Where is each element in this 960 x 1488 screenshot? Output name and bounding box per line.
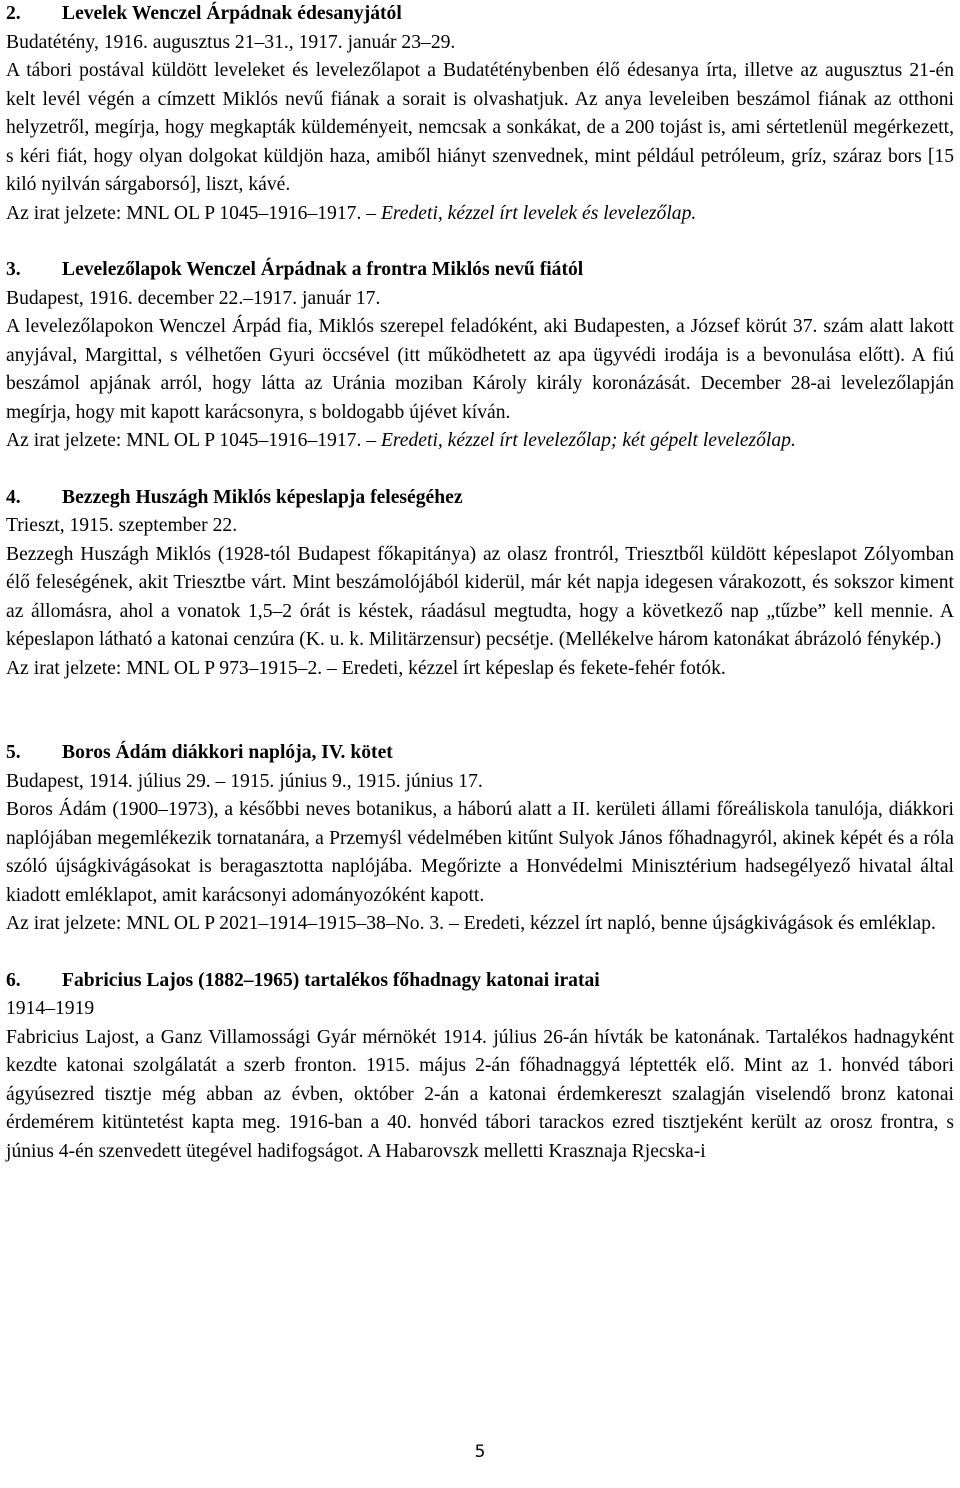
entry-heading	[6, 484, 954, 513]
entry-reference: Az irat jelzete: MNL OL P 973–1915–2. – Eredeti, kézzel írt képeslap és fekete-fehér fotók.	[6, 657, 726, 679]
entry-heading	[6, 739, 954, 768]
entry-number: 5.	[6, 742, 21, 763]
entry-5	[6, 739, 954, 939]
reference-note: Eredeti, kézzel írt képeslap és fekete-fehér fotók.	[341, 657, 726, 679]
entry-number: 4.	[6, 486, 21, 508]
document-page	[6, 0, 954, 1166]
entry-number: 6.	[6, 969, 21, 991]
entry-description: Boros Ádám (1900–1973), a későbbi neves botanikus, a háború alatt a II. kerületi állami főreáliskola tanulója, diákkori naplójában megemlékezik tornatanára, a Przemyśl védelmében kitűnt Sulyok János főhadnagyról, akinek képét és a róla szóló újságkivágásokat is beragasztotta naplójába. Megőrizte a Honvédelmi Minisztérium hadsegélyező hivatal által kiadott emléklapot, amit karácsonyi adományozóként kapott.	[6, 799, 954, 906]
entry-4	[6, 484, 954, 684]
page-number: 5	[474, 1442, 486, 1462]
entry-date: Trieszt, 1915. szeptember 22.	[6, 515, 238, 536]
entry-title: Levelek Wenczel Árpádnak édesanyjától	[62, 3, 402, 24]
entry-6	[6, 967, 954, 1167]
entry-reference: Az irat jelzete: MNL OL P 2021–1914–1915–38–No. 3. – Eredeti, kézzel írt napló, benne újságkivágások és emléklap.	[6, 913, 936, 934]
entry-description: Fabricius Lajost, a Ganz Villamossági Gyár mérnökét 1914. július 26-án hívták be katonának. Tartalékos hadnagyként kezdte katonai szolgálatát a szerb fronton. 1915. május 2-án főhadnaggyá léptették elő. Mint az 1. honvéd tábori ágyúsezred tisztje még abban az évben, október 2-án a katonai érdemkereszt szalagján viselendő bronz katonai érdemérem kitüntetést kapta meg. 1916-ban a 40. honvéd tábori tarackos ezred tisztjeként került az orosz frontra, s június 4-én szenvedett ütegével hadifogságot. A Habarovszk melletti Krasznaja Rjecska-i	[6, 1026, 954, 1162]
entry-description: A levelezőlapokon Wenczel Árpád fia, Miklós szerepel feladóként, aki Budapesten, a József körút 37. szám alatt lakott anyjával, Margittal, s vélhetően Gyuri öccsével (itt működhetett az apa ügyvédi irodája is a bevonulása előtt). A fiú beszámol apjának arról, hogy látta az Uránia moziban Károly király koronázását. December 28-ai levelezőlapján megírja, hogy mit kapott karácsonyra, s boldogabb újévet kíván.	[6, 316, 954, 423]
entry-description: A tábori postával küldött leveleket és levelezőlapot a Budatéténybenben élő édesanya írta, illetve az augusztus 21-én kelt levél végén a címzett Miklós nevű fiának a sorait is olvashatjuk. Az anya leveleiben beszámol fiának az otthoni helyzetről, megírja, hogy megkapták küldeményeit, nemcsak a sonkákat, de a 200 tojást is, ami sértetlenül megérkezett, s kéri fiát, hogy olyan dolgokat küldjön haza, amiből hiányt szenvednek, mint például petróleum, gríz, száraz bors [15 kiló nyilván sárgaborsó], liszt, kávé.	[6, 60, 954, 195]
reference-note: Eredeti, kézzel írt napló, benne újságkivágások és emléklap.	[463, 913, 936, 934]
entry-number: 2.	[6, 3, 21, 24]
reference-code: Az irat jelzete: MNL OL P 2021–1914–1915–38–No. 3.	[6, 913, 445, 934]
reference-code: Az irat jelzete: MNL OL P 1045–1916–1917.	[6, 430, 362, 451]
entry-heading	[6, 967, 954, 996]
entry-title: Levelezőlapok Wenczel Árpádnak a frontra Miklós nevű fiától	[62, 259, 584, 280]
reference-code: Az irat jelzete: MNL OL P 973–1915–2.	[6, 657, 323, 679]
entry-title: Fabricius Lajos (1882–1965) tartalékos főhadnagy katonai iratai	[62, 969, 600, 991]
entry-reference: Az irat jelzete: MNL OL P 1045–1916–1917. – Eredeti, kézzel írt levelezőlap; két gépelt levelezőlap.	[6, 430, 796, 451]
entry-2	[6, 0, 954, 228]
entry-heading	[6, 256, 954, 285]
entry-heading	[6, 0, 954, 29]
entry-3	[6, 256, 954, 456]
entry-date: 1914–1919	[6, 998, 95, 1019]
entry-date: Budapest, 1916. december 22.–1917. január 17.	[6, 287, 381, 309]
entry-date: Budapest, 1914. július 29. – 1915. június 9., 1915. június 17.	[6, 770, 483, 792]
reference-note: Eredeti, kézzel írt levelezőlap; két gépelt levelezőlap.	[380, 430, 796, 451]
entry-reference: Az irat jelzete: MNL OL P 1045–1916–1917. – Eredeti, kézzel írt levelek és levelezőlap.	[6, 202, 697, 224]
entry-number: 3.	[6, 259, 21, 280]
reference-note: Eredeti, kézzel írt levelek és levelezőlap.	[380, 202, 697, 224]
entry-title: Boros Ádám diákkori naplója, IV. kötet	[62, 742, 393, 763]
reference-code: Az irat jelzete: MNL OL P 1045–1916–1917.	[6, 202, 362, 224]
entry-description: Bezzegh Huszágh Miklós (1928-tól Budapest főkapitánya) az olasz frontról, Triesztből küldött képeslapot Zólyomban élő feleségének, akit Triesztbe várt. Mint beszámolójából kiderül, már két napja idegesen várakozott, és sokszor kiment az állomásra, ahol a vonatok 1,5–2 órát is késtek, ráadásul megtudta, hogy a következő nap „tűzbe” kell mennie. A képeslapon látható a katonai cenzúra (K. u. k. Militärzensur) pecsétje. (Mellékelve három katonákat ábrázoló fénykép.)	[6, 543, 954, 650]
entry-title: Bezzegh Huszágh Miklós képeslapja feleségéhez	[62, 486, 463, 508]
entry-date: Budatétény, 1916. augusztus 21–31., 1917. január 23–29.	[6, 31, 456, 53]
